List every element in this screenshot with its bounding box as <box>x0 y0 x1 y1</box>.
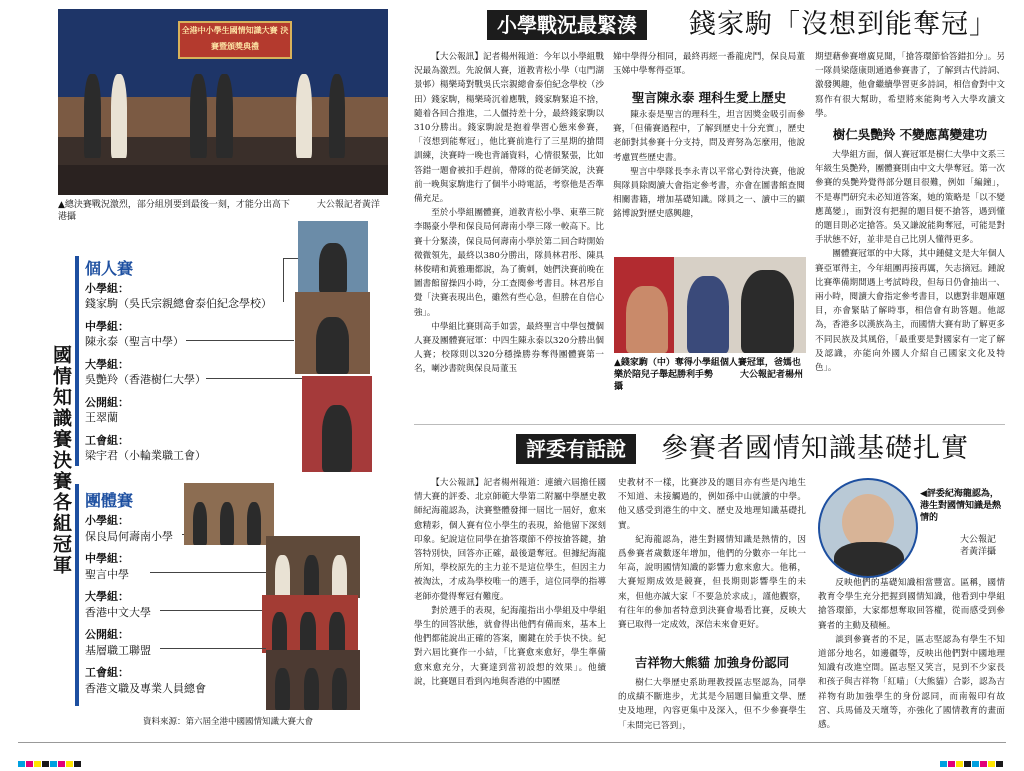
registration-swatch <box>66 761 73 767</box>
individual-primary-winner: 錢家駒（吳氏宗親總會泰伯紀念學校） <box>85 297 272 310</box>
article1-col3-top: 期望藉參賽增廣見聞，「搶答環節恰答錯扣分」。另一隊員梁蔭康則通過參賽書了，了解到古代詩詞、激發興趣，他會繼續學習更多詩詞，相信會對中文寫作有很大幫助，希望將來能夠考入大學攻讀文學。 <box>815 52 1005 119</box>
individual-open-label: 公開組： <box>85 396 129 409</box>
registration-swatch <box>996 761 1003 767</box>
team-photo-1 <box>184 483 274 545</box>
registration-swatch <box>34 761 41 767</box>
individual-heading: 個人賽 <box>85 259 134 278</box>
registration-swatch <box>18 761 25 767</box>
team-photo-2 <box>266 536 360 598</box>
individual-primary-label: 小學組： <box>85 282 129 295</box>
winner-photo-2 <box>295 292 370 374</box>
registration-swatch <box>956 761 963 767</box>
registration-swatch <box>980 761 987 767</box>
team-union-winner: 香港文職及專業人員總會 <box>85 682 206 695</box>
team-primary-label: 小學組： <box>85 514 129 527</box>
individual-open-winner: 王翠蘭 <box>85 411 118 424</box>
article1-subhead1: 聖言陳永泰 理科生愛上歷史 <box>631 90 787 105</box>
team-photo-3 <box>262 595 358 653</box>
article2-kicker: 評委有話說 <box>516 434 636 464</box>
article1-col3: 大學組方面，個人賽冠軍是樹仁大學中文系三年級生吳艷羚，團體賽則由中文大學奪冠。第一次參賽的吳艷羚覺得部分題目很難，例如「編鐘」，不是專門研究未必知道答案，她的策略是「以不變應萬變」，面對沒有把握的題目便不搶答，遇到懂的題目則必定搶答。吳又謙說能夠奪冠，可能是對手狀態不好，並非是自己比別人懂得更多。 團體賽冠軍的中大隊，其中鍾健文是大年個人賽亞軍得主，今年組團再接再厲，矢志摘冠。鍾說比賽準備期間遇上考試時段，但每日仍會抽出一、兩小時，閱讀大會指定參考書目，以應對非題庫題目，亦會緊貼了解時事，相信會有助答題。他認為，香港多以漢族為主，而國情大賽有助了解更多不同民族及其風俗，「最重要是對國家有一定了解及認識，亦能向外國人介紹自己國家文化及特色」。 <box>815 150 1005 374</box>
article1-photo <box>614 257 806 353</box>
individual-union-winner: 梁宇君（小輪業職工會） <box>85 449 206 462</box>
team-union-label: 工會組： <box>85 666 129 679</box>
article1-col2-top: 娣中學得分相同，最終再經一番龍虎鬥，保良局董玉娣中學奪得亞軍。 <box>613 52 805 77</box>
team-university-label: 大學組： <box>85 590 129 603</box>
team-primary-winner: 保良局何壽南小學 <box>85 530 173 543</box>
stage-banner: 全港中小學生國情知識大賽 決賽暨頒獎典禮 <box>178 21 292 59</box>
individual-secondary-label: 中學組： <box>85 320 129 333</box>
registration-swatch <box>26 761 33 767</box>
team-open-label: 公開組： <box>85 628 129 641</box>
article2-photo-caption: ◀評委紀海龍認為，港生對國情知識是熱情的 <box>920 489 1002 523</box>
registration-swatch <box>988 761 995 767</box>
registration-swatch <box>58 761 65 767</box>
article2-subhead: 吉祥物大熊貓 加強身份認同 <box>634 655 790 670</box>
individual-secondary-winner: 陳永泰（聖言中學） <box>85 335 184 348</box>
stage-photo <box>58 9 388 195</box>
article2-col2: 史教材不一樣，比賽涉及的題目亦有些是內地生不知道、未接觸過的，例如孫中山就讀的中學。他又感受到港生的中文、歷史及地理知識基礎扎實。 紀海龍認為，港生對國情知識是熱情的，因爲參賽者歲數逐年增加，他們的分數亦一年比一年高，說明國情知識的影響力愈來愈大。他稱，大賽短期成效是競賽，但長期則影響學生的未來，但他亦誠大家「不要急於求成」，謹他觀察，有往年的參加者特意到決賽會場看比賽，反映大賽已取得一定成效，深信未來會更好。 <box>618 478 806 631</box>
registration-swatch <box>42 761 49 767</box>
individual-union-label: 工會組： <box>85 434 129 447</box>
article1-col2: 陳永泰是聖言的理科生，坦言因獎金吸引而參賽，「但備賽過程中，了解到歷史十分充實」，歷史老師對其參賽十分支持，問及齊努為怎麼用，他說考慮買些歷史書。 聖言中學隊長李永青以平常心對待決賽，他說與隊員除閱讀大會指定參考書，亦會在圖書館查閱相關書籍，增加基礎知識。隊員之一、讀中三的顯銘博說對歷史感興趣， <box>613 110 805 220</box>
team-secondary-winner: 聖言中學 <box>85 568 129 581</box>
team-heading: 團體賽 <box>85 491 134 510</box>
registration-swatch <box>74 761 81 767</box>
team-photo-4 <box>266 650 360 710</box>
registration-swatch <box>964 761 971 767</box>
article1-photo-caption: ▲錢家駒（中）奪得小學組個人賽冠軍，爸媽也樂於陪兒子舉起勝利手勢 大公報記者楊州攝 <box>614 358 804 392</box>
registration-marks-left <box>18 752 82 758</box>
article1-kicker: 小學戰況最緊湊 <box>487 10 647 40</box>
judge-portrait <box>818 478 918 578</box>
team-university-winner: 香港中文大學 <box>85 606 151 619</box>
article2-col1: 【大公報訊】記者楊州報道：連續六屆擔任國情大賽的評委、北京師範大學第二附屬中學歷史教師紀海龍認為，決賽整體發揮一屆比一屆好，愈來愈精彩，個人賽有位小學生的表現，給他留下深刻印象。紀說這位同學在搶答環節不停按搶答鍵，搶答特別快，回答亦正確，最後還奪冠。但據紀海龍所知，學校原先的主力並不是這位學生，但因主力被淘汰，才成為學校唯一的選手，這位同學的指導老師亦覺得奪冠有難度。 對於選手的表現，紀海龍指出小學組及中學組學生的回答狀態，就會得出他們有備而來，基本上他們都能說出正確的答案，關鍵在於手快不快。紀對六屆比賽作一小結，「比賽愈來愈好，學生準備愈來愈充分，大賽達到當初設想的效果」。他續說，比賽題目看到內地與香港的中國歷 <box>414 478 606 687</box>
stage-photo-caption: ▲總決賽戰況激烈，部分組別要到最後一刻，才能分出高下 大公報記者黃洋港攝 <box>58 200 380 222</box>
source-note: 資料來源：第六屆全港中國國情知識大賽大會 <box>143 717 314 727</box>
team-secondary-label: 中學組： <box>85 552 129 565</box>
article2-photo-credit: 大公報記者黃洋攝 <box>960 535 997 557</box>
article2-col3: 反映他們的基礎知識相當豐富。區稱，國情教育令學生充分把握到國情知識，他看到中學組搶答環節，大家都想奪取回答權，從而感受到參賽者的主動及積極。 談到參賽者的不足，區志堅認為有學生不知道部分地名，如邊疆等，反映出他們對中國地理知識有改進空間。區志堅又笑言，見到不少家長和孩子與吉祥物「紅喵」（大熊貓）合影，認為吉祥物有助加強學生的身份認同，而南報印有故宮、兵馬俑及天壇等，亦強化了國情教育的畫面感。 <box>818 578 1005 731</box>
individual-university-winner: 吳艷羚（香港樹仁大學） <box>85 373 206 386</box>
winner-photo-1 <box>298 221 368 293</box>
winner-photo-3 <box>302 376 372 472</box>
registration-swatch <box>940 761 947 767</box>
article2-headline: 參賽者國情知識基礎扎實 <box>661 433 969 464</box>
article-divider <box>414 424 1005 425</box>
article1-col1: 【大公報訊】記者楊州報道：今年以小學組戰況最為激烈。先說個人賽，道教青松小學（屯門湖景邨）楊樂琦對戰吳氏宗親總會泰伯紀念學校（沙田）錢家駒，楊樂琦沉着應戰，錢家駒緊追不捨，隨着各回合推進，二人僵持差十分，最終錢家駒以310分勝出。錢家駒說是抱着學習心態來參賽，「沒想到能奪冠」，他比賽前進行了三星期的搶問訓練，決賽時一晚也背誦資料，心情很緊張，比如答錯一題會被扣手趕前，帶隊的從老師笑說，決賽前一晚與家駒進行了個半小時電話，考察他是否準備充足。 至於小學組團體賽，道教青松小學、東華三院李賜豪小學和保良局何壽南小學三隊一較高下。比賽十分緊湊，保良局何壽南小學於第二回合時開始微微領先，最終以380分勝出，隊員林君彤、陳具林俊晴和黃雅珊都說，為了衝刺，她們決賽前晚在圖書館留操四小時，分工查閱參考書目。林君彤自覺「決賽表現出色，雖然有些心急，但勝在自信心強」。 中學組比賽則高手如雲，最終聖言中學包攬個人賽及團體賽冠軍：中四生陳永泰以320分勝出個人賽；校隊則以320分穩操勝券奪得團體賽第一名，喇沙書院與保良局董玉 <box>414 52 604 375</box>
article1-headline: 錢家駒「沒想到能奪冠」 <box>689 9 997 40</box>
registration-marks-right <box>940 752 1004 758</box>
individual-university-label: 大學組： <box>85 358 129 371</box>
team-open-winner: 基層職工聯盟 <box>85 644 151 657</box>
results-vertical-title: 國情知識賽決賽各組冠軍 <box>50 345 72 576</box>
bottom-rule <box>18 742 1006 743</box>
registration-swatch <box>50 761 57 767</box>
registration-swatch <box>972 761 979 767</box>
article2-col2-bottom: 樹仁大學歷史系助理教授區志堅認為，同學的成績不斷進步，尤其是今屆題目偏重文學、歷史及地理，內容更集中及深入，但不少參賽學生「未問完已答到」， <box>618 678 806 731</box>
registration-swatch <box>948 761 955 767</box>
article1-subhead2: 樹仁吳艷羚 不變應萬變建功 <box>832 127 988 142</box>
